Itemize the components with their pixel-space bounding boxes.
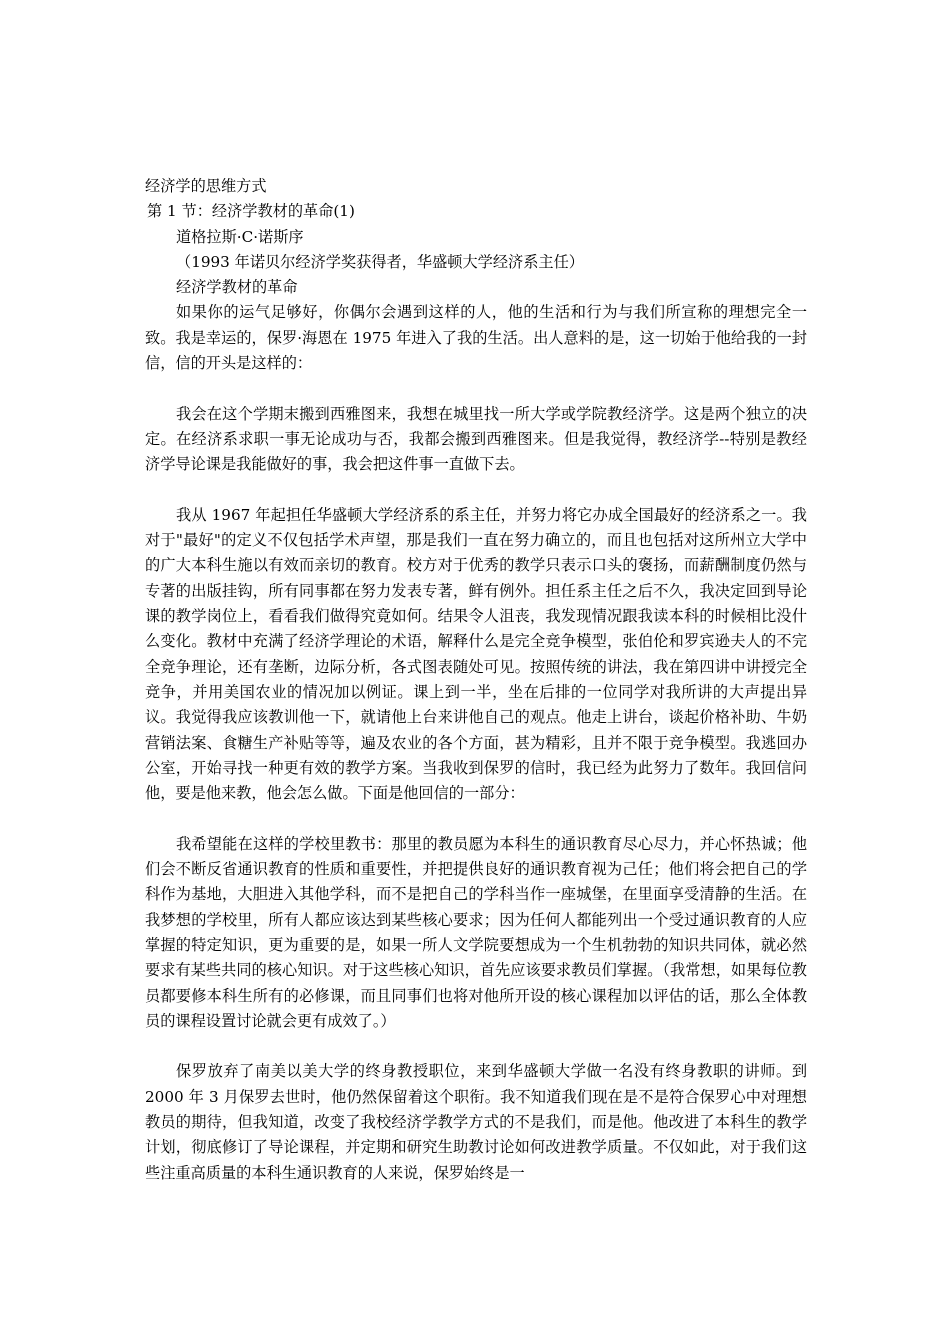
paragraph-gap (145, 1034, 807, 1059)
paragraph-intro: 如果你的运气足够好，你偶尔会遇到这样的人，他的生活和行为与我们所宣称的理想完全一致。我是幸运的，保罗·海恩在 1975 年进入了我的生活。出人意料的是，这一切始于他给我的一封信，信的开头是这样的： (145, 303, 807, 373)
paragraph-gap (145, 478, 807, 503)
paragraph-gap (145, 806, 807, 831)
paragraph-letter-quote: 我会在这个学期末搬到西雅图来，我想在城里找一所大学或学院教经济学。这是两个独立的决定。在经济系求职一事无论成功与否，我都会搬到西雅图来。但是我觉得，教经济学--特别是教经济学导论课是我能做好的事，我会把这件事一直做下去。 (145, 404, 807, 474)
paragraph-chair-story: 我从 1967 年起担任华盛顿大学经济系的系主任，并努力将它办成全国最好的经济系之一。我对于"最好"的定义不仅包括学术声望，那是我们一直在努力确立的，而且也包括对这所州立大学中的广大本科生施以有效而亲切的教育。校方对于优秀的教学只表示口头的褒扬，而薪酬制度仍然与专著的出版挂钩，所有同事都在努力发表专著，鲜有例外。担任系主任之后不久，我决定回到导论课的教学岗位上，看看我们做得究竟如何。结果令人沮丧，我发现情况跟我读本科的时候相比没什么变化。教材中充满了经济学理论的术语，解释什么是完全竞争模型，张伯伦和罗宾逊夫人的不完全竞争理论，还有垄断，边际分析，各式图表随处可见。按照传统的讲法，我在第四讲中讲授完全竞争，并用美国农业的情况加以例证。课上到一半，坐在后排的一位同学对我所讲的大声提出异议。我觉得我应该教训他一下，就请他上台来讲他自己的观点。他走上讲台，谈起价格补助、牛奶营销法案、食糖生产补贴等等，遍及农业的各个方面，甚为精彩，且并不限于竞争模型。我逃回办公室，开始寻找一种更有效的教学方案。当我收到保罗的信时，我已经为此努力了数年。我回信问他，要是他来教，他会怎么做。下面是他回信的一部分： (145, 505, 807, 803)
author-note: （1993 年诺贝尔经济学奖获得者，华盛顿大学经济系主任） (176, 252, 584, 271)
author-line: 道格拉斯·C·诺斯序 (176, 227, 304, 246)
paragraph-gap (145, 376, 807, 401)
section-heading: 第 1 节：经济学教材的革命(1) (147, 202, 355, 221)
document-page (145, 174, 807, 1186)
document-title: 经济学的思维方式 (145, 177, 267, 195)
subtitle: 经济学教材的革命 (176, 278, 298, 297)
paragraph-paul-career: 保罗放弃了南美以美大学的终身教授职位，来到华盛顿大学做一名没有终身教职的讲师。到 2000 年 3 月保罗去世时，他仍然保留着这个职衔。我不知道我们现在是不是符合保罗心中对理想教员的期待，但我知道，改变了我校经济学教学方式的不是我们，而是他。他改进了本科生的教学计划，彻底修订了导论课程，并定期和研究生助教讨论如何改进教学质量。不仅如此，对于我们这些注重高质量的本科生通识教育的人来说，保罗始终是一 (145, 1062, 807, 1182)
paragraph-reply-quote: 我希望能在这样的学校里教书：那里的教员愿为本科生的通识教育尽心尽力，并心怀热诚；他们会不断反省通识教育的性质和重要性，并把提供良好的通识教育视为己任；他们将会把自己的学科作为基地，大胆进入其他学科，而不是把自己的学科当作一座城堡，在里面享受清静的生活。在我梦想的学校里，所有人都应该达到某些核心要求；因为任何人都能列出一个受过通识教育的人应掌握的特定知识，更为重要的是，如果一所人文学院要想成为一个生机勃勃的知识共同体，就必然要求有某些共同的核心知识。对于这些核心知识，首先应该要求教员们掌握。（我常想，如果每位教员都要修本科生所有的必修课，而且同事们也将对他所开设的核心课程加以评估的话，那么全体教员的课程设置讨论就会更有成效了。） (145, 834, 807, 1030)
